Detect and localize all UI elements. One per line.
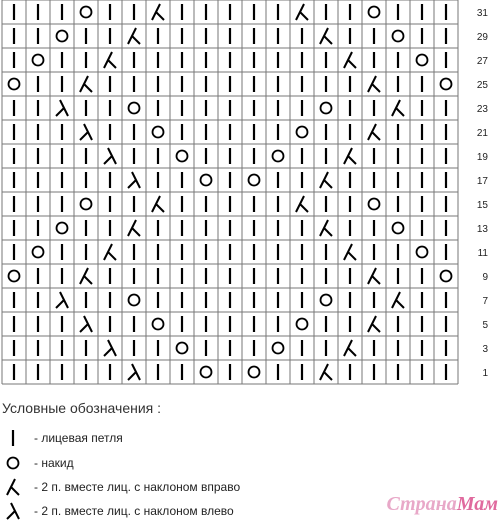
k2tog-right-stitch xyxy=(128,28,140,44)
yarn-over-stitch xyxy=(177,151,188,162)
yarn-over-stitch xyxy=(129,295,140,306)
yarn-over-stitch xyxy=(81,7,92,18)
k2tog-left-stitch xyxy=(56,292,68,308)
row-number: 3 xyxy=(482,344,488,355)
k2tog-right-stitch xyxy=(152,4,164,20)
yarn-over-stitch xyxy=(441,271,452,282)
k2tog-right-stitch xyxy=(152,196,164,212)
legend-label-knit: - лицевая петля xyxy=(34,431,123,445)
watermark-logo xyxy=(387,493,499,516)
row-number: 29 xyxy=(476,32,488,43)
yarn-over-stitch xyxy=(129,103,140,114)
k2tog-right-stitch xyxy=(296,196,308,212)
k2tog-left-stitch xyxy=(104,340,116,356)
row-number: 31 xyxy=(476,8,488,19)
watermark-part2: Мам xyxy=(456,493,498,515)
yarn-over-stitch xyxy=(9,271,20,282)
k2tog-right-stitch xyxy=(344,340,356,356)
k2tog-right-stitch xyxy=(296,4,308,20)
k2tog-right-stitch xyxy=(320,220,332,236)
k2tog-left-stitch xyxy=(80,316,92,332)
yarn-over-stitch xyxy=(297,127,308,138)
k2tog-right-stitch xyxy=(392,292,404,308)
k2tog-right-stitch xyxy=(104,52,116,68)
row-number: 5 xyxy=(482,320,488,331)
legend-item-k2tog-right xyxy=(4,476,240,498)
row-number: 1 xyxy=(482,368,488,379)
yarn-over-stitch xyxy=(441,79,452,90)
legend-label-k2tog-right: - 2 п. вместе лиц. с наклоном вправо xyxy=(34,480,241,494)
row-number: 21 xyxy=(476,128,488,139)
yarn-over-stitch xyxy=(57,223,68,234)
yarn-over-stitch xyxy=(249,367,260,378)
yarn-over-stitch xyxy=(33,55,44,66)
yarn-over-stitch xyxy=(321,295,332,306)
k2tog-right-stitch xyxy=(344,52,356,68)
row-number: 23 xyxy=(476,104,488,115)
row-number: 15 xyxy=(476,200,488,211)
yarn-over-icon xyxy=(4,453,22,473)
k2tog-left-stitch xyxy=(80,124,92,140)
k2tog-left-stitch xyxy=(56,100,68,116)
legend-item-yarn-over xyxy=(4,452,74,474)
k2tog-right-stitch xyxy=(320,364,332,380)
yarn-over-stitch xyxy=(417,55,428,66)
yarn-over-stitch xyxy=(273,151,284,162)
legend-label-yarn-over: - накид xyxy=(34,456,74,470)
watermark-part1: Страна xyxy=(386,493,457,515)
k2tog-left-icon xyxy=(4,501,22,521)
yarn-over-stitch xyxy=(369,199,380,210)
yarn-over-stitch xyxy=(417,247,428,258)
row-number: 11 xyxy=(477,248,488,259)
yarn-over-stitch xyxy=(81,199,92,210)
yarn-over-stitch xyxy=(393,31,404,42)
yarn-over-stitch xyxy=(177,343,188,354)
yarn-over-stitch xyxy=(153,319,164,330)
k2tog-right-stitch xyxy=(104,244,116,260)
legend-title: Условные обозначения : xyxy=(2,400,162,416)
row-number: 19 xyxy=(476,152,488,163)
yarn-over-stitch xyxy=(393,223,404,234)
yarn-over-stitch xyxy=(369,7,380,18)
k2tog-left-stitch xyxy=(128,172,140,188)
k2tog-right-stitch xyxy=(320,28,332,44)
row-number: 25 xyxy=(476,80,488,91)
legend-item-k2tog-left xyxy=(4,500,234,522)
k2tog-right-stitch xyxy=(392,100,404,116)
k2tog-right-icon xyxy=(4,477,22,497)
row-number: 13 xyxy=(476,224,488,235)
k2tog-left-stitch xyxy=(128,364,140,380)
k2tog-right-stitch xyxy=(128,220,140,236)
k2tog-right-stitch xyxy=(368,124,380,140)
legend-item-knit xyxy=(4,427,123,449)
yarn-over-stitch xyxy=(201,367,212,378)
yarn-over-stitch xyxy=(297,319,308,330)
k2tog-right-stitch xyxy=(368,76,380,92)
row-number: 7 xyxy=(482,296,488,307)
row-number: 9 xyxy=(482,272,488,283)
k2tog-right-stitch xyxy=(344,244,356,260)
knit-icon xyxy=(4,428,22,448)
row-number: 27 xyxy=(476,56,488,67)
k2tog-right-stitch xyxy=(320,172,332,188)
k2tog-right-stitch xyxy=(344,148,356,164)
yarn-over-stitch xyxy=(9,79,20,90)
k2tog-right-stitch xyxy=(368,268,380,284)
k2tog-right-stitch xyxy=(80,76,92,92)
k2tog-right-stitch xyxy=(80,268,92,284)
yarn-over-stitch xyxy=(273,343,284,354)
legend-label-k2tog-left: - 2 п. вместе лиц. с наклоном влево xyxy=(34,504,234,518)
yarn-over-stitch xyxy=(249,175,260,186)
k2tog-left-stitch xyxy=(104,148,116,164)
yarn-over-stitch xyxy=(321,103,332,114)
yarn-over-stitch xyxy=(201,175,212,186)
row-number: 17 xyxy=(476,176,488,187)
yarn-over-stitch xyxy=(153,127,164,138)
k2tog-right-stitch xyxy=(368,316,380,332)
yarn-over-stitch xyxy=(57,31,68,42)
yarn-over-stitch xyxy=(33,247,44,258)
